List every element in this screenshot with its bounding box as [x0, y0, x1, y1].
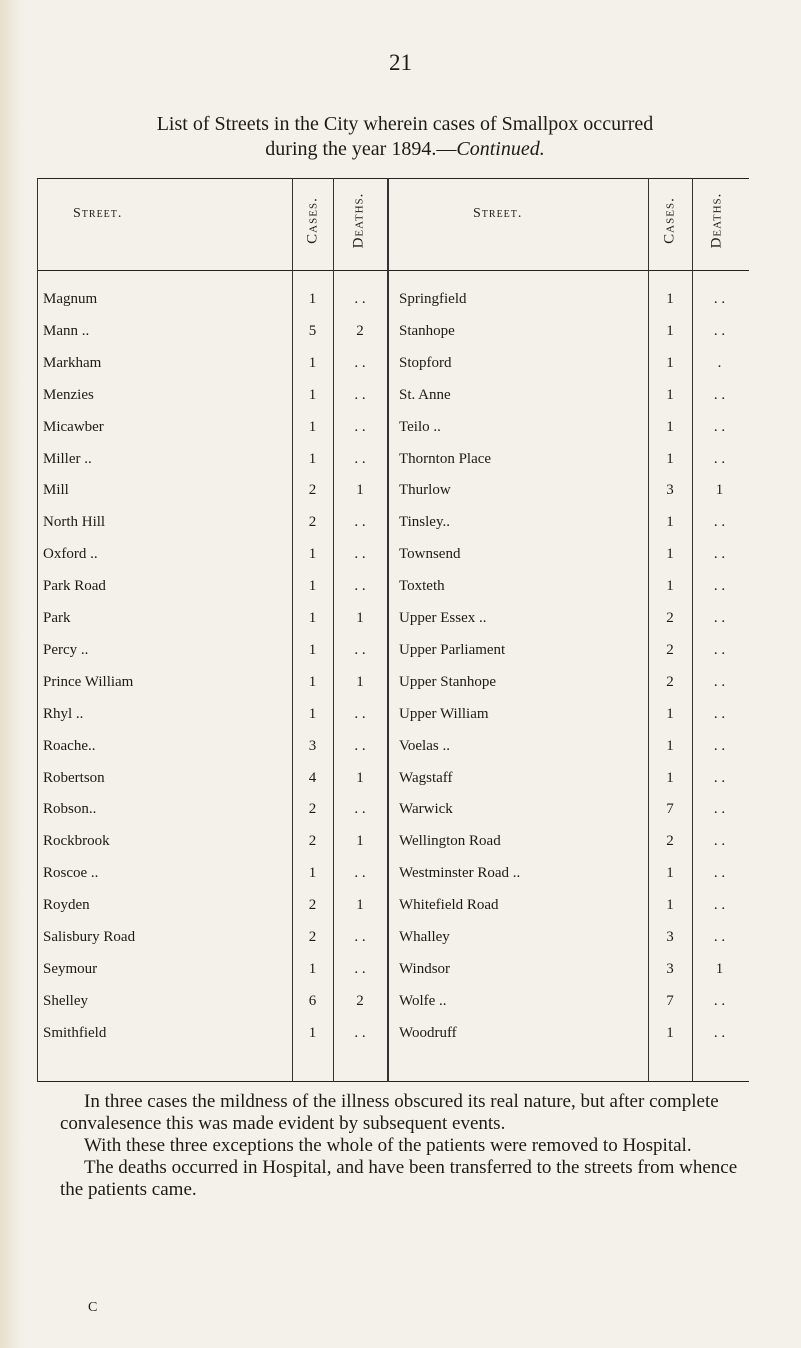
title-continued: Continued.	[456, 138, 545, 160]
table-row	[37, 387, 749, 419]
right-deaths-value: . .	[713, 992, 726, 1009]
left-cases-value: 1	[308, 610, 317, 626]
left-deaths-value: . .	[354, 546, 366, 563]
left-deaths-value: . .	[354, 737, 366, 754]
right-deaths-value: . .	[713, 450, 726, 467]
left-cases-value: 4	[308, 769, 317, 786]
footnotes	[60, 1091, 754, 1201]
right-cases-value: 7	[666, 992, 674, 1009]
left-cases-value: 1	[308, 450, 317, 467]
right-cases-value: 3	[666, 482, 674, 499]
table-title	[60, 112, 750, 162]
left-street-name: Smithfield	[43, 1024, 107, 1041]
left-street-name: Shelley	[43, 992, 88, 1009]
table-row	[37, 961, 749, 993]
table-row	[37, 865, 749, 897]
left-deaths-value: . .	[354, 801, 366, 818]
right-street-name: Stanhope	[399, 322, 455, 339]
table-row	[37, 738, 749, 770]
right-deaths-value: . .	[713, 578, 726, 595]
table-row	[37, 419, 749, 451]
right-cases-value: 2	[666, 610, 674, 626]
right-deaths-value: 1	[715, 960, 724, 977]
table-row	[37, 642, 749, 674]
right-deaths-value: . .	[713, 291, 726, 307]
right-cases-value: 1	[666, 386, 674, 403]
left-cases-value: 1	[308, 546, 317, 563]
left-cases-value: 5	[308, 322, 317, 339]
left-deaths-value: . .	[354, 386, 366, 403]
header-street-left: Street.	[73, 206, 123, 221]
left-street-name: Park Road	[43, 578, 106, 595]
right-street-name: Stopford	[399, 354, 452, 371]
table-row	[37, 706, 749, 738]
title-line-2-prefix: during the year 1894.—	[265, 138, 457, 160]
table-row	[37, 1025, 749, 1057]
right-street-name: Voelas ..	[399, 737, 450, 754]
right-street-name: Upper Stanhope	[399, 673, 497, 690]
right-cases-value: 1	[666, 514, 674, 531]
left-cases-value: 2	[308, 801, 317, 818]
left-street-name: North Hill	[43, 514, 106, 531]
table-top-rule	[37, 178, 749, 179]
left-deaths-value: . .	[354, 641, 366, 658]
right-street-name: Thornton Place	[399, 450, 492, 467]
streets-table	[37, 178, 749, 1082]
header-cases-right: Cases.	[661, 197, 678, 244]
left-cases-value: 1	[308, 865, 317, 882]
right-cases-value: 1	[666, 354, 674, 371]
left-deaths-value: . .	[354, 929, 366, 945]
right-deaths-value: . .	[713, 546, 726, 563]
left-street-name: Mill	[43, 482, 69, 499]
left-cases-value: 2	[308, 833, 317, 850]
header-deaths-left: Deaths.	[350, 192, 367, 249]
right-deaths-value: . .	[713, 514, 726, 531]
left-deaths-value: . .	[354, 1024, 366, 1041]
right-deaths-value: .	[717, 354, 722, 371]
left-street-name: Park	[43, 610, 71, 626]
table-row	[37, 801, 749, 833]
left-cases-value: 1	[308, 386, 317, 403]
table-row	[37, 291, 749, 323]
right-street-name: Whalley	[399, 929, 450, 945]
right-deaths-value: . .	[713, 833, 726, 850]
right-street-name: Thurlow	[399, 482, 451, 499]
left-street-name: Menzies	[43, 386, 94, 403]
left-street-name: Seymour	[43, 960, 98, 977]
footnote-2: With these three exceptions the whole of the patients were removed to Hospital.	[84, 1135, 692, 1156]
right-deaths-value: . .	[713, 929, 726, 945]
right-deaths-value: 1	[715, 482, 724, 499]
signature-mark: C	[88, 1300, 98, 1315]
left-deaths-value: 1	[356, 769, 364, 786]
right-cases-value: 7	[666, 801, 674, 818]
right-street-name: St. Anne	[399, 386, 451, 403]
right-deaths-value: . .	[713, 737, 726, 754]
right-deaths-value: . .	[713, 322, 726, 339]
left-deaths-value: 1	[356, 897, 364, 914]
right-cases-value: 2	[666, 833, 674, 850]
table-row	[37, 929, 749, 961]
left-street-name: Markham	[43, 354, 102, 371]
right-street-name: Townsend	[399, 546, 461, 563]
left-street-name: Percy ..	[43, 641, 89, 658]
right-cases-value: 1	[666, 705, 674, 722]
table-row	[37, 323, 749, 355]
right-cases-value: 1	[666, 322, 674, 339]
right-deaths-value: . .	[713, 801, 726, 818]
right-street-name: Upper Essex ..	[399, 610, 487, 626]
right-street-name: Teilo ..	[399, 418, 441, 435]
right-cases-value: 1	[666, 546, 674, 563]
left-cases-value: 2	[308, 897, 317, 914]
left-cases-value: 6	[308, 992, 317, 1009]
left-cases-value: 1	[308, 705, 317, 722]
table-row	[37, 451, 749, 483]
right-deaths-value: . .	[713, 386, 726, 403]
left-street-name: Royden	[43, 897, 90, 914]
left-cases-value: 1	[308, 960, 317, 977]
left-cases-value: 1	[308, 578, 317, 595]
left-cases-value: 1	[308, 1024, 317, 1041]
left-deaths-value: 1	[356, 610, 364, 626]
right-cases-value: 3	[666, 960, 674, 977]
left-deaths-value: 1	[356, 482, 364, 499]
title-line-2	[60, 137, 750, 162]
left-street-name: Magnum	[43, 291, 98, 307]
right-cases-value: 1	[666, 291, 674, 307]
right-street-name: Westminster Road ..	[399, 865, 521, 882]
title-line-1: List of Streets in the City wherein cases of Smallpox occurred	[156, 113, 654, 135]
right-cases-value: 1	[666, 450, 674, 467]
left-cases-value: 2	[308, 929, 317, 945]
left-deaths-value: . .	[354, 960, 366, 977]
right-street-name: Wolfe ..	[399, 992, 447, 1009]
left-deaths-value: . .	[354, 450, 366, 467]
table-row	[37, 833, 749, 865]
left-deaths-value: . .	[354, 354, 366, 371]
right-cases-value: 2	[666, 641, 674, 658]
left-cases-value: 2	[308, 482, 317, 499]
left-cases-value: 3	[308, 737, 317, 754]
right-street-name: Wellington Road	[399, 833, 501, 850]
right-street-name: Upper Parliament	[399, 641, 506, 658]
page-number: 21	[389, 50, 412, 75]
header-street-right: Street.	[473, 206, 523, 221]
left-deaths-value: . .	[354, 291, 366, 307]
left-deaths-value: . .	[354, 578, 366, 595]
left-street-name: Rockbrook	[43, 833, 110, 850]
right-street-name: Woodruff	[399, 1024, 457, 1041]
right-deaths-value: . .	[713, 1024, 726, 1041]
left-street-name: Salisbury Road	[43, 929, 136, 945]
table-row	[37, 355, 749, 387]
table-row	[37, 578, 749, 610]
left-street-name: Micawber	[43, 418, 104, 435]
left-deaths-value: . .	[354, 418, 366, 435]
left-deaths-value: 2	[356, 992, 364, 1009]
right-street-name: Windsor	[399, 960, 451, 977]
right-street-name: Wagstaff	[399, 769, 453, 786]
left-deaths-value: 1	[356, 833, 364, 850]
right-cases-value: 1	[666, 897, 674, 914]
table-row	[37, 770, 749, 802]
left-cases-value: 1	[308, 641, 317, 658]
left-cases-value: 1	[308, 291, 317, 307]
table-row	[37, 610, 749, 642]
left-deaths-value: . .	[354, 705, 366, 722]
left-cases-value: 1	[308, 418, 317, 435]
right-deaths-value: . .	[713, 865, 726, 882]
right-street-name: Tinsley..	[399, 514, 450, 531]
right-cases-value: 3	[666, 929, 674, 945]
right-street-name: Toxteth	[399, 578, 445, 595]
left-street-name: Mann ..	[43, 322, 90, 339]
right-street-name: Upper William	[399, 705, 489, 722]
footnote-3: The deaths occurred in Hospital, and have been transferred to the streets from whence the patients came.	[60, 1157, 738, 1200]
left-street-name: Miller ..	[43, 450, 92, 467]
right-cases-value: 1	[666, 737, 674, 754]
right-cases-value: 1	[666, 769, 674, 786]
right-cases-value: 1	[666, 578, 674, 595]
header-rule	[37, 270, 749, 271]
table-row	[37, 514, 749, 546]
right-street-name: Springfield	[399, 291, 467, 307]
left-deaths-value: 1	[356, 673, 364, 690]
left-street-name: Prince William	[43, 673, 134, 690]
right-cases-value: 1	[666, 865, 674, 882]
left-street-name: Roache..	[43, 737, 96, 754]
table-row	[37, 897, 749, 929]
left-street-name: Roscoe ..	[43, 865, 99, 882]
table-row	[37, 546, 749, 578]
right-street-name: Warwick	[399, 801, 453, 818]
table-row	[37, 674, 749, 706]
left-deaths-value: 2	[356, 322, 364, 339]
left-street-name: Oxford ..	[43, 546, 98, 563]
left-cases-value: 1	[308, 673, 317, 690]
left-deaths-value: . .	[354, 514, 366, 531]
left-cases-value: 1	[308, 354, 317, 371]
right-deaths-value: . .	[713, 897, 726, 914]
left-street-name: Robertson	[43, 769, 105, 786]
left-street-name: Robson..	[43, 801, 97, 818]
table-bottom-rule	[37, 1081, 749, 1082]
right-deaths-value: . .	[713, 418, 726, 435]
right-deaths-value: . .	[713, 641, 726, 658]
left-deaths-value: . .	[354, 865, 366, 882]
right-deaths-value: . .	[713, 610, 726, 626]
right-deaths-value: . .	[713, 769, 726, 786]
left-cases-value: 2	[308, 514, 317, 531]
right-street-name: Whitefield Road	[399, 897, 499, 914]
right-cases-value: 2	[666, 673, 674, 690]
header-cases-left: Cases.	[304, 197, 321, 244]
footnote-1: In three cases the mildness of the illness obscured its real nature, but after complete convalesence this was made evident by subsequent events.	[60, 1091, 719, 1134]
right-cases-value: 1	[666, 1024, 674, 1041]
right-deaths-value: . .	[713, 673, 726, 690]
header-deaths-right: Deaths.	[708, 192, 725, 249]
page-spine-shadow	[0, 0, 22, 1348]
right-cases-value: 1	[666, 418, 674, 435]
table-row	[37, 993, 749, 1025]
right-deaths-value: . .	[713, 705, 726, 722]
table-row	[37, 482, 749, 514]
left-street-name: Rhyl ..	[43, 705, 84, 722]
